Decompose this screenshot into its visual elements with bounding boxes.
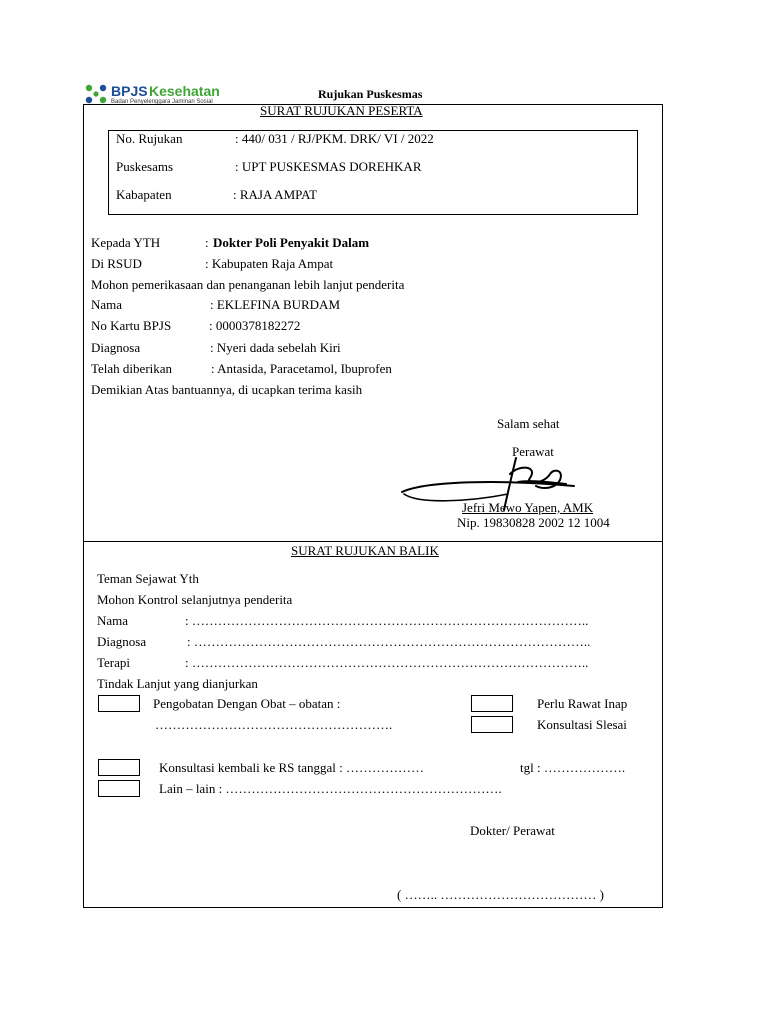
signer-nip: Nip. 19830828 2002 12 1004	[457, 515, 610, 530]
salutation: Salam sehat	[497, 416, 560, 431]
info-label-puskesmas: Puskesams	[116, 159, 174, 174]
option-inpatient-label: Perlu Rawat Inap	[537, 696, 628, 711]
bpjs-logo-icon	[84, 83, 108, 105]
option-return-date: tgl : ……………….	[520, 760, 626, 775]
diagnosis-value: : Nyeri dada sebelah Kiri	[210, 340, 341, 355]
checkbox-return-consultation[interactable]	[98, 759, 140, 776]
hospital-value: : Kabupaten Raja Ampat	[205, 256, 334, 271]
logo-tagline: Badan Penyelenggara Jaminan Sosial	[111, 99, 213, 105]
return-therapy-label: Terapi	[97, 655, 131, 670]
option-consultation-done-label: Konsultasi Slesai	[537, 717, 627, 732]
recipient-value: Dokter Poli Penyakit Dalam	[213, 235, 370, 250]
logo-brand-kesehatan: Kesehatan	[149, 83, 220, 99]
signer-name: Jefri Mewo Yapen, AMK	[462, 500, 594, 515]
closing-text: Demikian Atas bantuannya, di ucapkan terima kasih	[91, 382, 363, 397]
return-diagnosis-label: Diagnosa	[97, 634, 147, 649]
logo-brand-bpjs: BPJS	[111, 83, 148, 99]
document-title: Rujukan Puskesmas	[318, 87, 423, 101]
request-text: Mohon pemerikasaan dan penanganan lebih lanjut penderita	[91, 277, 405, 292]
bpjs-card-label: No Kartu BPJS	[91, 318, 172, 333]
document-subtitle: SURAT RUJUKAN PESERTA	[260, 103, 423, 118]
patient-name-label: Nama	[91, 297, 123, 312]
patient-name-value: : EKLEFINA BURDAM	[210, 297, 341, 312]
return-therapy-field: : ………………………………………………………………………………..	[185, 655, 589, 670]
info-label-no-rujukan: No. Rujukan	[116, 131, 183, 146]
checkbox-other[interactable]	[98, 780, 140, 797]
info-label-kabupaten: Kabapaten	[116, 187, 172, 202]
return-greeting: Teman Sejawat Yth	[97, 571, 199, 586]
return-name-field: : ………………………………………………………………………………..	[185, 613, 589, 628]
return-referral-title: SURAT RUJUKAN BALIK	[291, 543, 439, 558]
follow-up-heading: Tindak Lanjut yang dianjurkan	[97, 676, 258, 691]
signer-role: Perawat	[512, 444, 554, 459]
info-value-kabupaten: : RAJA AMPAT	[233, 187, 318, 202]
return-sign-role: Dokter/ Perawat	[470, 823, 555, 838]
hospital-label: Di RSUD	[91, 256, 142, 271]
treatment-label: Telah diberikan	[91, 361, 173, 376]
return-diagnosis-field: : ………………………………………………………………………………..	[187, 634, 591, 649]
option-medication-dots: ……………………………………………….	[155, 717, 393, 732]
info-value-no-rujukan: : 440/ 031 / RJ/PKM. DRK/ VI / 2022	[235, 131, 434, 146]
return-intro: Mohon Kontrol selanjutnya penderita	[97, 592, 293, 607]
treatment-value: : Antasida, Paracetamol, Ibuprofen	[211, 361, 392, 376]
recipient-colon: :	[205, 235, 209, 250]
checkbox-inpatient[interactable]	[471, 695, 513, 712]
checkbox-medication[interactable]	[98, 695, 140, 712]
info-value-puskesmas: : UPT PUSKESMAS DOREHKAR	[235, 159, 422, 174]
option-medication-label: Pengobatan Dengan Obat – obatan :	[153, 696, 341, 711]
recipient-label: Kepada YTH	[91, 235, 161, 250]
checkbox-consultation-done[interactable]	[471, 716, 513, 733]
option-return-consultation-label: Konsultasi kembali ke RS tanggal : ………………	[159, 760, 425, 775]
bpjs-card-value: : 0000378182272	[209, 318, 301, 333]
return-sign-name: ( …….. ……………………………… )	[397, 887, 604, 902]
return-name-label: Nama	[97, 613, 129, 628]
option-other-label: Lain – lain : ……………………………………………………….	[159, 781, 502, 796]
diagnosis-label: Diagnosa	[91, 340, 141, 355]
